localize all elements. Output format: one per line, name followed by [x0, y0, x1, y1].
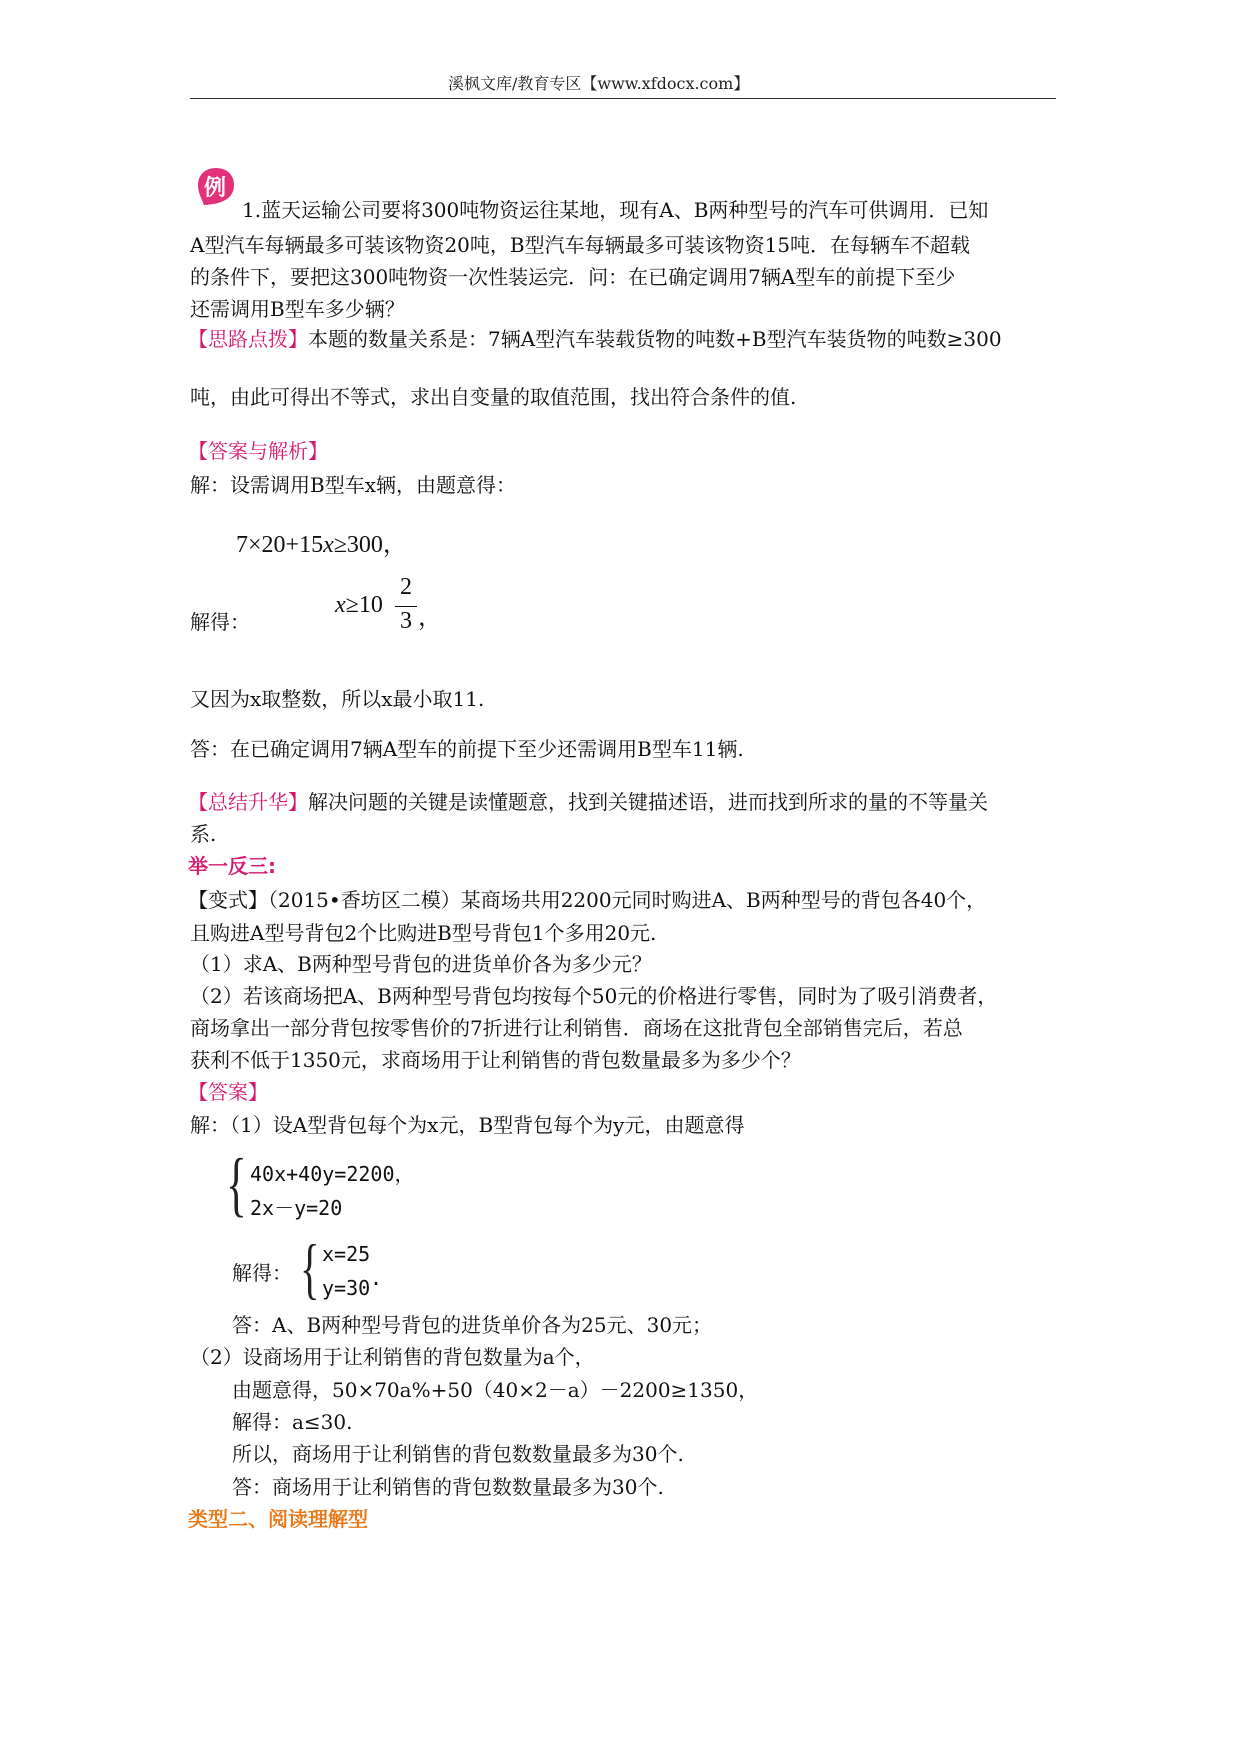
solve-label: 解得：	[190, 610, 250, 634]
solution-tag: 【答案与解析】	[188, 439, 328, 463]
part2-line-5: 答：商场用于让利销售的背包数数量最多为30个.	[232, 1475, 664, 1499]
answer-tag: 【答案】	[188, 1080, 268, 1104]
solution-intro: 解：设需调用B型车x辆，由题意得：	[190, 473, 516, 497]
example-line-4: 还需调用B型车多少辆？	[190, 297, 405, 321]
summary-tag: 【总结升华】	[188, 790, 308, 814]
part2-line-1: （2）设商场用于让利销售的背包数量为a个，	[190, 1345, 595, 1369]
hint-tag: 【思路点拨】	[188, 327, 308, 351]
system-2-dot: .	[370, 1266, 383, 1290]
equation-2-tail: ，	[418, 605, 442, 631]
fraction-denominator: 3	[400, 608, 412, 634]
system-brace-1: {	[226, 1144, 247, 1224]
practice-line-4: （2）若该商场把A、B两种型号背包均按每个50元的价格进行零售，同时为了吸引消费者，	[190, 984, 998, 1008]
header-rule	[190, 98, 1056, 99]
hint-line	[188, 326, 1002, 352]
solution-line-3: 又因为x取整数，所以x最小取11.	[190, 687, 485, 711]
next-section-title: 类型二、阅读理解型	[188, 1507, 368, 1531]
practice-line-6: 获利不低于1350元，求商场用于让利销售的背包数量最多为多少个？	[190, 1048, 801, 1072]
system-1-eq-b: 2x－y=20	[250, 1196, 343, 1220]
example-badge-label: 例	[204, 176, 227, 201]
page-header: 溪枫文库/教育专区【www.xfdocx.com】	[448, 74, 750, 93]
summary-line	[188, 789, 988, 815]
fraction-bar	[395, 606, 417, 607]
practice-line-1: 【变式】（2015•香坊区二模）某商场共用2200元同时购进A、B两种型号的背包各40个，	[188, 888, 987, 912]
example-line-2: A型汽车每辆最多可装该物资20吨，B型汽车每辆最多可装该物资15吨．在每辆车不超载	[190, 233, 971, 257]
hint-text: 本题的数量关系是：7辆A型汽车装载货物的吨数+B型汽车装货物的吨数≥300	[308, 327, 1002, 351]
part2-line-2: 由题意得，50×70a%+50（40×2－a）－2200≥1350，	[232, 1378, 759, 1402]
system-2-eq-a: x=25	[322, 1242, 371, 1266]
part2-line-3: 解得：a≤30.	[232, 1410, 353, 1434]
example-line-3: 的条件下，要把这300吨物资一次性装运完．问：在已确定调用7辆A型车的前提下至少	[190, 265, 956, 289]
system-2-eq-b: y=30	[322, 1276, 371, 1300]
practice-line-5: 商场拿出一部分背包按零售价的7折进行让利销售．商场在这批背包全部销售完后，若总	[190, 1016, 963, 1040]
system-solve-label: 解得：	[232, 1261, 292, 1285]
practice-title: 举一反三:	[188, 854, 276, 878]
practice-answer-1: 答：A、B两种型号背包的进货单价各为25元、30元；	[232, 1313, 713, 1337]
example-line-1: 1.蓝天运输公司要将300吨物资运往某地，现有A、B两种型号的汽车可供调用．已知	[242, 198, 989, 222]
system-1-eq-a: 40x+40y=2200，	[250, 1162, 415, 1186]
equation-1: 7×20+15x≥300，	[236, 532, 407, 558]
fraction-numerator: 2	[400, 574, 412, 600]
practice-line-2: 且购进A型号背包2个比购进B型号背包1个多用20元.	[190, 921, 657, 945]
solution-answer: 答：在已确定调用7辆A型车的前提下至少还需调用B型车11辆.	[190, 737, 744, 761]
example-badge-icon	[196, 166, 236, 206]
practice-solution-intro: 解：（1）设A型背包每个为x元，B型背包每个为y元，由题意得	[190, 1113, 745, 1137]
part2-line-4: 所以，商场用于让利销售的背包数数量最多为30个.	[232, 1442, 684, 1466]
practice-line-3: （1）求A、B两种型号背包的进货单价各为多少元？	[190, 952, 652, 976]
summary-line-2: 系.	[190, 822, 217, 846]
summary-text: 解决问题的关键是读懂题意，找到关键描述语，进而找到所求的量的不等量关	[308, 790, 988, 814]
hint-line-2: 吨，由此可得出不等式，求出自变量的取值范围，找出符合条件的值.	[190, 385, 797, 409]
equation-2: x≥10	[335, 592, 383, 618]
system-brace-2: {	[300, 1230, 320, 1306]
